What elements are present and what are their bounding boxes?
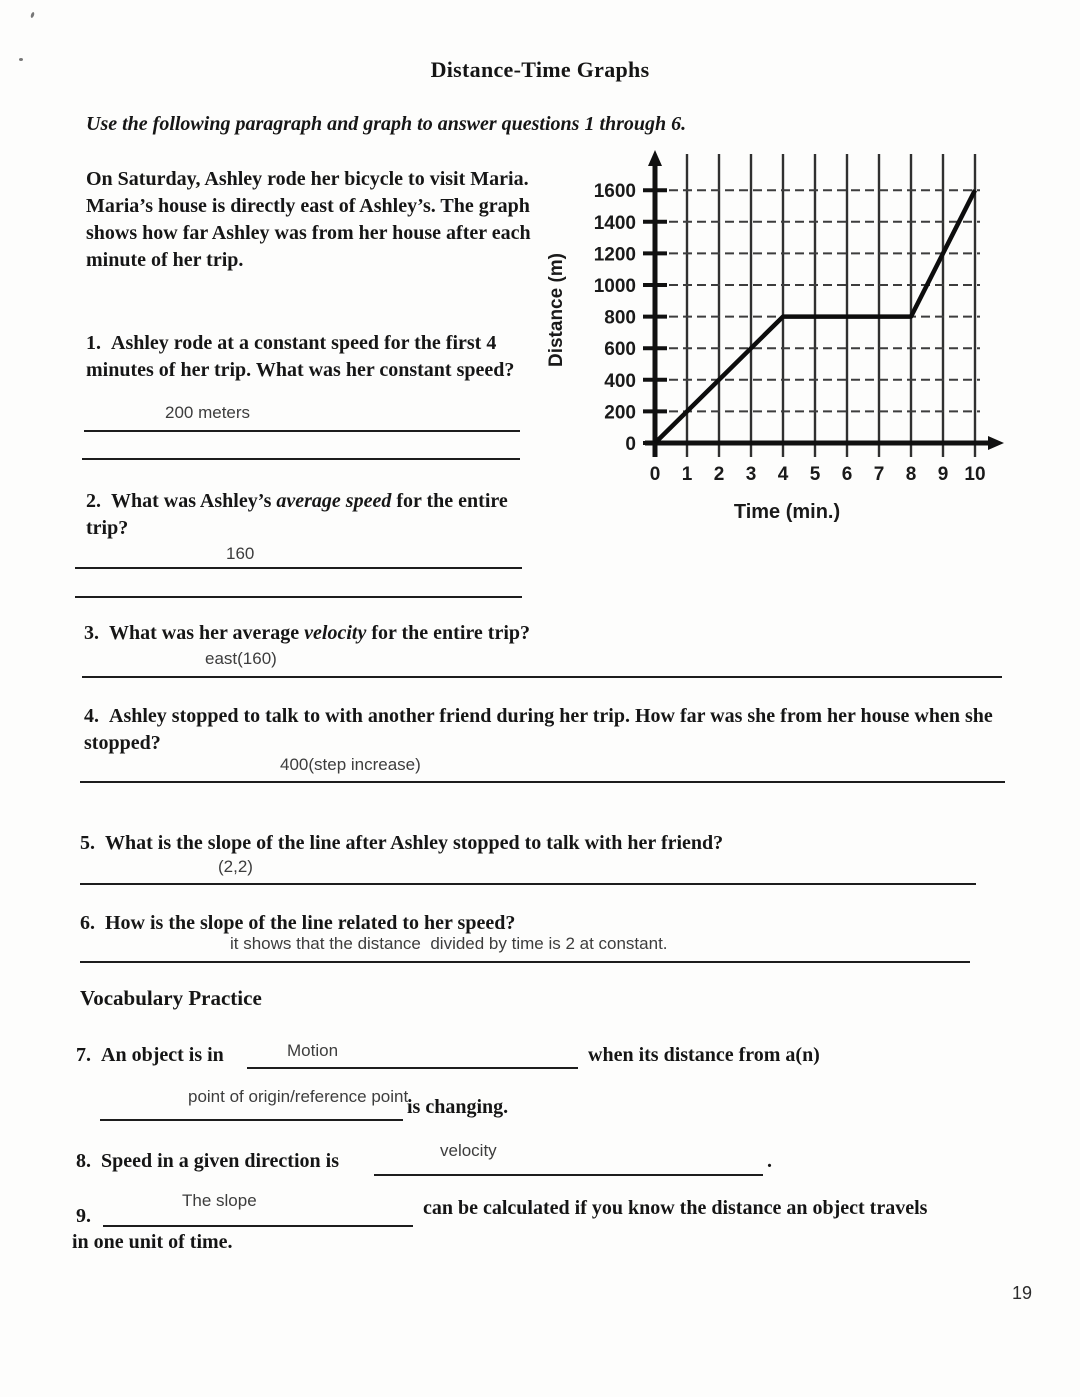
typed-answer-5: (2,2) bbox=[218, 857, 253, 876]
typed-answer-9: The slope bbox=[182, 1191, 257, 1210]
x-tick-label: 6 bbox=[841, 464, 853, 485]
y-tick-label: 1400 bbox=[593, 212, 636, 234]
vocabulary-heading: Vocabulary Practice bbox=[80, 986, 262, 1010]
y-tick-label: 0 bbox=[625, 434, 636, 455]
question-2-italic: average speed bbox=[276, 490, 392, 512]
question-3-text: What was her average bbox=[109, 622, 305, 644]
answer-blank bbox=[247, 1067, 578, 1069]
y-tick-label: 600 bbox=[604, 339, 636, 361]
intro-paragraph: On Saturday, Ashley rode her bicycle to visit Maria. Maria’s house is directly east of Ashley’s. The graph shows how far Ashley was from her house after each minute of her trip. bbox=[86, 168, 531, 271]
question-2-number: 2. bbox=[86, 490, 101, 512]
question-9-tail2-text: in one unit of time. bbox=[72, 1231, 233, 1253]
page-title: Distance-Time Graphs bbox=[430, 57, 650, 82]
question-5-text: What is the slope of the line after Ashley stopped to talk with her friend? bbox=[105, 832, 724, 854]
question-6 bbox=[80, 910, 1025, 937]
question-7-number: 7. bbox=[76, 1044, 91, 1066]
answer-line bbox=[75, 567, 522, 569]
x-tick-label: 3 bbox=[745, 464, 757, 485]
x-tick-label: 9 bbox=[937, 464, 949, 485]
question-7-lead-text: An object is in bbox=[101, 1044, 224, 1066]
y-tick-label: 200 bbox=[604, 402, 636, 424]
question-6-number: 6. bbox=[80, 912, 95, 934]
question-8-lead-text: Speed in a given direction is bbox=[101, 1150, 339, 1172]
answer-blank bbox=[374, 1174, 763, 1176]
page-number: 19 bbox=[1012, 1283, 1033, 1303]
answer-line bbox=[80, 961, 970, 963]
question-7-tail-text: is changing. bbox=[407, 1096, 509, 1118]
answer-line bbox=[80, 883, 976, 885]
y-tick-label: 800 bbox=[604, 307, 636, 329]
question-1-text: Ashley rode at a constant speed for the first 4 minutes of her trip. What was her constant speed? bbox=[86, 332, 515, 381]
y-tick-label: 1200 bbox=[593, 244, 636, 266]
typed-answer-8: velocity bbox=[440, 1141, 497, 1160]
typed-answer-3: east(160) bbox=[205, 649, 277, 668]
y-axis-arrow bbox=[648, 150, 662, 166]
question-4 bbox=[84, 703, 1029, 757]
answer-blank bbox=[100, 1119, 403, 1121]
x-axis-arrow bbox=[988, 436, 1004, 450]
question-3-number: 3. bbox=[84, 622, 99, 644]
distance-time-graph bbox=[530, 140, 1010, 535]
question-1-number: 1. bbox=[86, 332, 101, 354]
question-8-number: 8. bbox=[76, 1150, 91, 1172]
question-1 bbox=[86, 330, 566, 384]
question-5-number: 5. bbox=[80, 832, 95, 854]
y-tick-label: 400 bbox=[604, 370, 636, 392]
question-3-text-post: for the entire trip? bbox=[366, 622, 531, 644]
x-tick-label: 5 bbox=[809, 464, 821, 485]
x-tick-label: 4 bbox=[777, 464, 789, 485]
question-9-number: 9. bbox=[76, 1205, 91, 1227]
question-2-text-post: for the entire trip? bbox=[86, 490, 508, 539]
y-axis-title: Distance (m) bbox=[546, 252, 567, 368]
x-tick-label: 8 bbox=[905, 464, 917, 485]
question-3-italic: velocity bbox=[304, 622, 367, 644]
typed-answer-4: 400(step increase) bbox=[280, 755, 421, 774]
x-axis-title: Time (min.) bbox=[733, 501, 841, 523]
x-tick-label: 0 bbox=[649, 464, 661, 485]
typed-answer-7b: point of origin/reference point bbox=[188, 1087, 409, 1106]
scan-speck bbox=[30, 12, 35, 19]
answer-line bbox=[82, 676, 1002, 678]
y-tick-label: 1600 bbox=[593, 181, 636, 203]
question-6-text: How is the slope of the line related to her speed? bbox=[105, 912, 516, 934]
typed-answer-1: 200 meters bbox=[165, 403, 251, 422]
question-2-text: What was Ashley’s bbox=[111, 490, 277, 512]
x-tick-label: 10 bbox=[964, 464, 986, 485]
answer-line bbox=[75, 596, 522, 598]
answer-line bbox=[82, 458, 520, 460]
y-tick-label: 1000 bbox=[593, 276, 636, 297]
question-2 bbox=[86, 488, 548, 542]
question-9-tail-text: can be calculated if you know the distance an object travels bbox=[423, 1197, 928, 1219]
x-tick-label: 7 bbox=[873, 464, 885, 485]
typed-answer-6: it shows that the distance divided by time is 2 at constant. bbox=[230, 934, 668, 953]
question-3 bbox=[84, 620, 1024, 647]
question-7-mid-text: when its distance from a(n) bbox=[588, 1044, 820, 1066]
x-tick-label: 1 bbox=[681, 464, 693, 485]
question-8-period: . bbox=[767, 1150, 772, 1172]
question-4-text: Ashley stopped to talk to with another friend during her trip. How far was she from her house when she stopped? bbox=[84, 705, 993, 754]
question-4-number: 4. bbox=[84, 705, 99, 727]
typed-answer-7a: Motion bbox=[287, 1041, 339, 1060]
question-7-lead bbox=[76, 1044, 224, 1067]
answer-blank bbox=[103, 1225, 413, 1227]
answer-line bbox=[80, 781, 1005, 783]
question-5 bbox=[80, 830, 1025, 857]
instruction-text: Use the following paragraph and graph to answer questions 1 through 6. bbox=[86, 113, 687, 135]
answer-line bbox=[84, 430, 520, 432]
x-tick-label: 2 bbox=[713, 464, 725, 485]
question-8-lead bbox=[76, 1150, 339, 1173]
typed-answer-2: 160 bbox=[226, 544, 255, 563]
